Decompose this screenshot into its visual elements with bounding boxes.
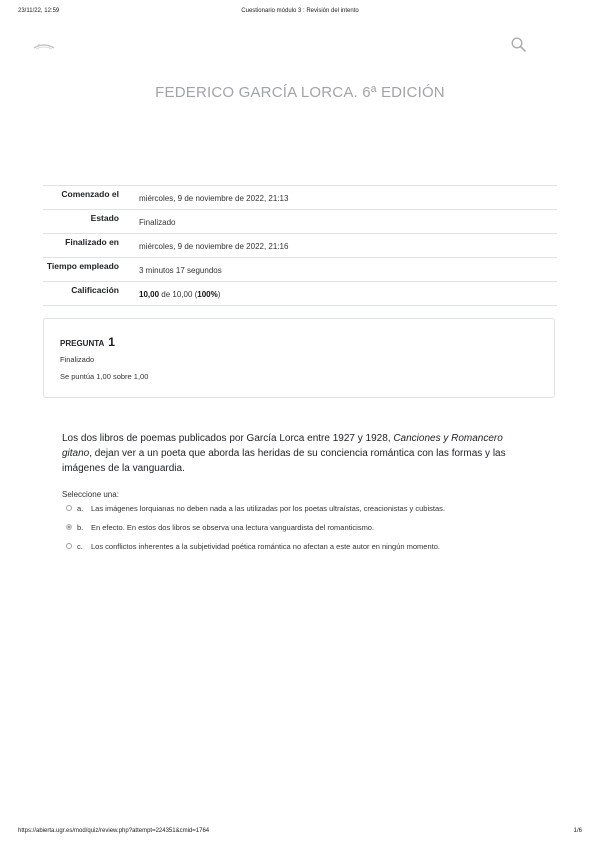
answer-letter: a. <box>77 504 84 513</box>
summary-row-finished <box>43 234 557 258</box>
question-info-box <box>43 318 555 398</box>
answer-text: Las imágenes lorquianas no deben nada a las utilizadas por los poetas ultraístas, creacionistas y cubistas. <box>91 504 445 513</box>
answer-option-a[interactable] <box>66 504 546 523</box>
search-icon[interactable] <box>511 37 526 52</box>
summary-row-grade <box>43 282 557 306</box>
summary-row-time-taken <box>43 258 557 282</box>
print-date: 23/11/22, 12:59 <box>18 8 60 14</box>
question-grade: Se puntúa 1,00 sobre 1,00 <box>60 372 149 381</box>
answer-list <box>66 504 546 561</box>
summary-label: Estado <box>90 213 119 223</box>
summary-label: Calificación <box>71 285 119 295</box>
radio-button-selected[interactable] <box>66 524 72 530</box>
summary-label: Comenzado el <box>61 189 119 199</box>
grade-score: 10,00 <box>139 290 160 299</box>
summary-value: miércoles, 9 de noviembre de 2022, 21:16 <box>139 242 289 251</box>
question-text-italic: Canciones y Romancero gitano <box>62 433 503 459</box>
summary-value <box>119 282 557 306</box>
answer-option-b[interactable] <box>66 523 546 542</box>
answer-text: En efecto. En estos dos libros se observa una lectura vanguardista del romanticismo. <box>91 523 375 532</box>
answer-letter: b. <box>77 523 84 532</box>
print-url: https://abierta.ugr.es/mod/quiz/review.php?attempt=224351&cmid=1764 <box>18 828 210 834</box>
summary-row-started <box>43 186 557 210</box>
question-label: PREGUNTA <box>60 339 105 348</box>
grade-mid: de 10,00 ( <box>159 290 198 299</box>
site-logo[interactable] <box>32 38 56 52</box>
question-text <box>62 431 532 476</box>
summary-row-state <box>43 210 557 234</box>
answer-letter: c. <box>77 542 83 551</box>
question-state: Finalizado <box>60 355 95 364</box>
print-footer <box>0 828 600 840</box>
summary-value: 3 minutos 17 segundos <box>139 266 222 275</box>
question-text-part: Los dos libros de poemas publicados por García Lorca entre 1927 y 1928, <box>62 433 394 444</box>
summary-value: miércoles, 9 de noviembre de 2022, 21:13 <box>139 194 289 203</box>
answer-prompt: Seleccione una: <box>62 490 119 499</box>
summary-label: Tiempo empleado <box>46 261 119 271</box>
question-text-part: , dejan ver a un poeta que aborda las heridas de su conciencia romántica con las formas y las imágenes de la vanguardia. <box>62 448 506 474</box>
print-title: Cuestionario módulo 3 : Revisión del intento <box>241 8 359 14</box>
answer-option-c[interactable] <box>66 542 546 561</box>
summary-label: Finalizado en <box>65 237 119 247</box>
course-title[interactable]: FEDERICO GARCÍA LORCA. 6ª EDICIÓN <box>155 84 445 101</box>
question-number <box>60 335 115 349</box>
radio-button[interactable] <box>66 543 72 549</box>
print-header <box>0 8 600 20</box>
answer-text: Los conflictos inherentes a la subjetividad poética romántica no afectan a este autor en ningún momento. <box>91 542 440 551</box>
radio-button[interactable] <box>66 505 72 511</box>
grade-percent: 100% <box>197 290 218 299</box>
attempt-summary-table <box>43 185 557 306</box>
question-number-value: 1 <box>108 335 115 349</box>
grade-end: ) <box>217 290 221 299</box>
summary-value: Finalizado <box>139 218 176 227</box>
print-page-number: 1/6 <box>573 828 582 834</box>
